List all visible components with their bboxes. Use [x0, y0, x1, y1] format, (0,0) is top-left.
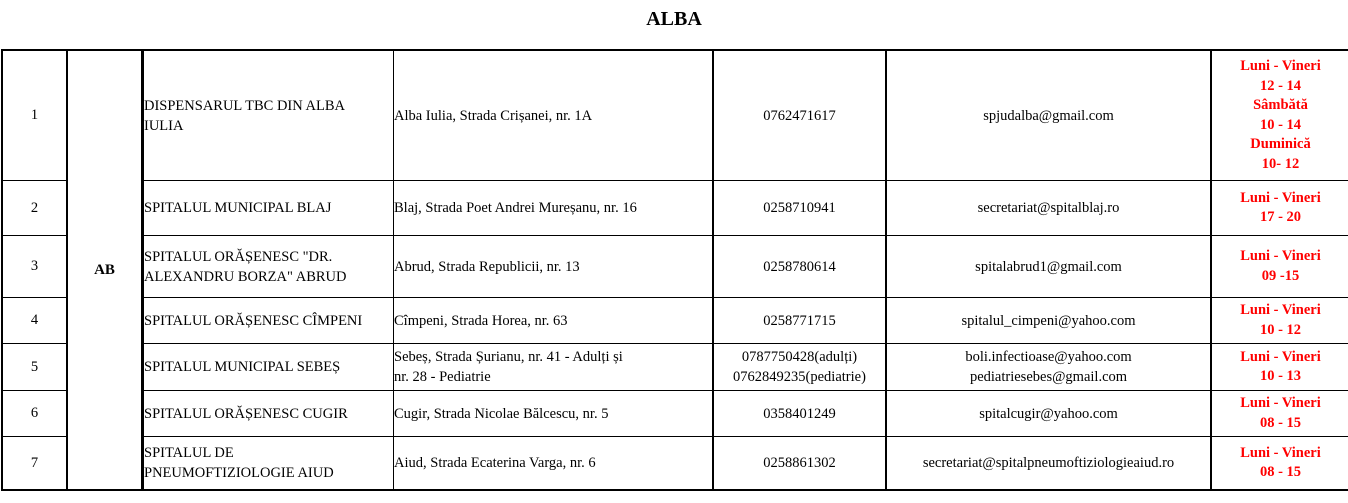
hospital-name: [143, 437, 394, 489]
hospital-address-line: Blaj, Strada Poet Andrei Mureșanu, nr. 16: [394, 200, 637, 216]
hospital-address-line: Abrud, Strada Republicii, nr. 13: [394, 258, 580, 275]
hospital-name-line: SPITALUL ORĂȘENESC CÎMPENI: [144, 312, 363, 329]
hospital-phone-line: 0258861302: [763, 455, 836, 471]
row-number: 3: [3, 236, 68, 298]
hospital-phone-line: 0258771715: [763, 312, 836, 329]
hospital-email-line: pediatriesebes@gmail.com: [969, 369, 1128, 385]
hospital-phone-line: 0258780614: [763, 258, 836, 275]
hospital-hours: [1212, 344, 1348, 391]
county-code: AB: [68, 51, 143, 489]
hospital-name: [143, 344, 394, 391]
hospital-hours-line: 10 - 14: [1259, 116, 1302, 133]
hospital-email-line: spitalcugir@yahoo.com: [979, 405, 1118, 422]
hospital-hours-line: 10 - 13: [1259, 368, 1302, 384]
hospital-hours-line: 12 - 14: [1259, 77, 1302, 94]
hospital-hours-line: Luni - Vineri: [1240, 444, 1321, 461]
hospital-address: [394, 236, 714, 298]
hospital-phone: [714, 391, 887, 437]
hospital-hours-line: 17 - 20: [1259, 209, 1302, 225]
hospital-email-line: boli.infectioase@yahoo.com: [965, 349, 1132, 365]
hospital-name-line: DISPENSARUL TBC DIN ALBA: [144, 97, 346, 114]
hospital-hours-line: 08 - 15: [1259, 414, 1302, 431]
hospital-hours-line: Luni - Vineri: [1240, 395, 1321, 411]
hospital-hours-line: 08 - 15: [1259, 464, 1302, 480]
hospital-hours: [1212, 181, 1348, 236]
hospital-phone-line: 0787750428(adulți): [741, 349, 858, 365]
hospital-hours-line: Luni - Vineri: [1240, 58, 1321, 74]
row-number: 2: [3, 181, 68, 236]
table-row: [3, 391, 1348, 437]
hospital-address-line: nr. 28 - Pediatrie: [394, 369, 491, 385]
hospital-name-line: SPITALUL DE: [144, 445, 234, 461]
hospital-hours: [1212, 236, 1348, 298]
hospital-hours-line: Luni - Vineri: [1240, 348, 1321, 365]
hospital-name-line: SPITALUL MUNICIPAL BLAJ: [144, 200, 332, 216]
hospital-phone-line: 0762471617: [763, 107, 836, 124]
table-row: [3, 51, 1348, 181]
hospital-phone-line: 0358401249: [763, 405, 836, 422]
hospital-name: [143, 181, 394, 236]
table-row: [3, 236, 1348, 298]
hospital-email: [887, 51, 1212, 181]
hospital-name-line: SPITALUL ORĂȘENESC CUGIR: [144, 405, 348, 422]
hospital-name-line: IULIA: [144, 117, 184, 134]
hospital-hours: [1212, 51, 1348, 181]
hospital-name: [143, 391, 394, 437]
hospital-phone-line: 0258710941: [763, 200, 836, 216]
row-number: 6: [3, 391, 68, 437]
hospital-address: [394, 298, 714, 344]
hospital-address-line: Alba Iulia, Strada Crișanei, nr. 1A: [394, 107, 593, 124]
hospital-email-line: secretariat@spitalpneumoftiziologieaiud.ro: [922, 455, 1175, 471]
hospital-email: [887, 437, 1212, 489]
table-row: [3, 298, 1348, 344]
hospital-hours-line: Luni - Vineri: [1240, 189, 1321, 206]
hospital-name-line: ALEXANDRU BORZA" ABRUD: [144, 268, 347, 285]
hospital-name-line: PNEUMOFTIZIOLOGIE AIUD: [144, 465, 334, 481]
hospital-address-line: Aiud, Strada Ecaterina Varga, nr. 6: [394, 455, 596, 471]
hospital-phone: [714, 437, 887, 489]
hospital-phone: [714, 298, 887, 344]
hospital-hours-line: Sâmbătă: [1253, 97, 1308, 113]
hospital-phone: [714, 344, 887, 391]
hospital-phone-line: 0762849235(pediatrie): [733, 369, 866, 385]
hospital-address-line: Sebeș, Strada Șurianu, nr. 41 - Adulți și: [394, 349, 623, 365]
table-row: [3, 181, 1348, 236]
hospital-hours-line: 10 - 12: [1259, 321, 1302, 338]
hospital-name: [143, 298, 394, 344]
hospital-email-line: secretariat@spitalblaj.ro: [977, 200, 1120, 216]
row-number: 7: [3, 437, 68, 489]
row-number: 4: [3, 298, 68, 344]
hospital-email-line: spitalul_cimpeni@yahoo.com: [961, 312, 1136, 329]
hospital-address: [394, 391, 714, 437]
page-title: ALBA: [646, 8, 702, 30]
row-number: 5: [3, 344, 68, 391]
hospital-name: [143, 236, 394, 298]
hospital-address: [394, 181, 714, 236]
hospital-address: [394, 51, 714, 181]
hospital-hours-line: Luni - Vineri: [1240, 248, 1321, 264]
hospital-name: [143, 51, 394, 181]
table-row: [3, 437, 1348, 489]
hospital-phone: [714, 236, 887, 298]
hospital-address-line: Cîmpeni, Strada Horea, nr. 63: [394, 312, 568, 329]
hospital-email: [887, 344, 1212, 391]
hospital-hours-line: 10- 12: [1261, 155, 1300, 172]
hospital-hours: [1212, 437, 1348, 489]
hospital-table: [1, 49, 1348, 491]
hospital-hours-line: Duminică: [1250, 136, 1311, 152]
hospital-hours: [1212, 298, 1348, 344]
hospital-email-line: spitalabrud1@gmail.com: [975, 258, 1122, 275]
hospital-phone: [714, 51, 887, 181]
hospital-email: [887, 181, 1212, 236]
hospital-address-line: Cugir, Strada Nicolae Bălcescu, nr. 5: [394, 405, 609, 422]
hospital-email-line: spjudalba@gmail.com: [983, 107, 1114, 124]
hospital-email: [887, 391, 1212, 437]
table-row: [3, 344, 1348, 391]
hospital-hours-line: 09 -15: [1261, 267, 1300, 284]
hospital-hours-line: Luni - Vineri: [1240, 302, 1321, 318]
hospital-email: [887, 236, 1212, 298]
hospital-name-line: SPITALUL MUNICIPAL SEBEȘ: [144, 359, 341, 375]
hospital-address: [394, 344, 714, 391]
hospital-email: [887, 298, 1212, 344]
hospital-name-line: SPITALUL ORĂȘENESC "DR.: [144, 248, 333, 265]
hospital-hours: [1212, 391, 1348, 437]
hospital-phone: [714, 181, 887, 236]
hospital-address: [394, 437, 714, 489]
row-number: 1: [3, 51, 68, 181]
